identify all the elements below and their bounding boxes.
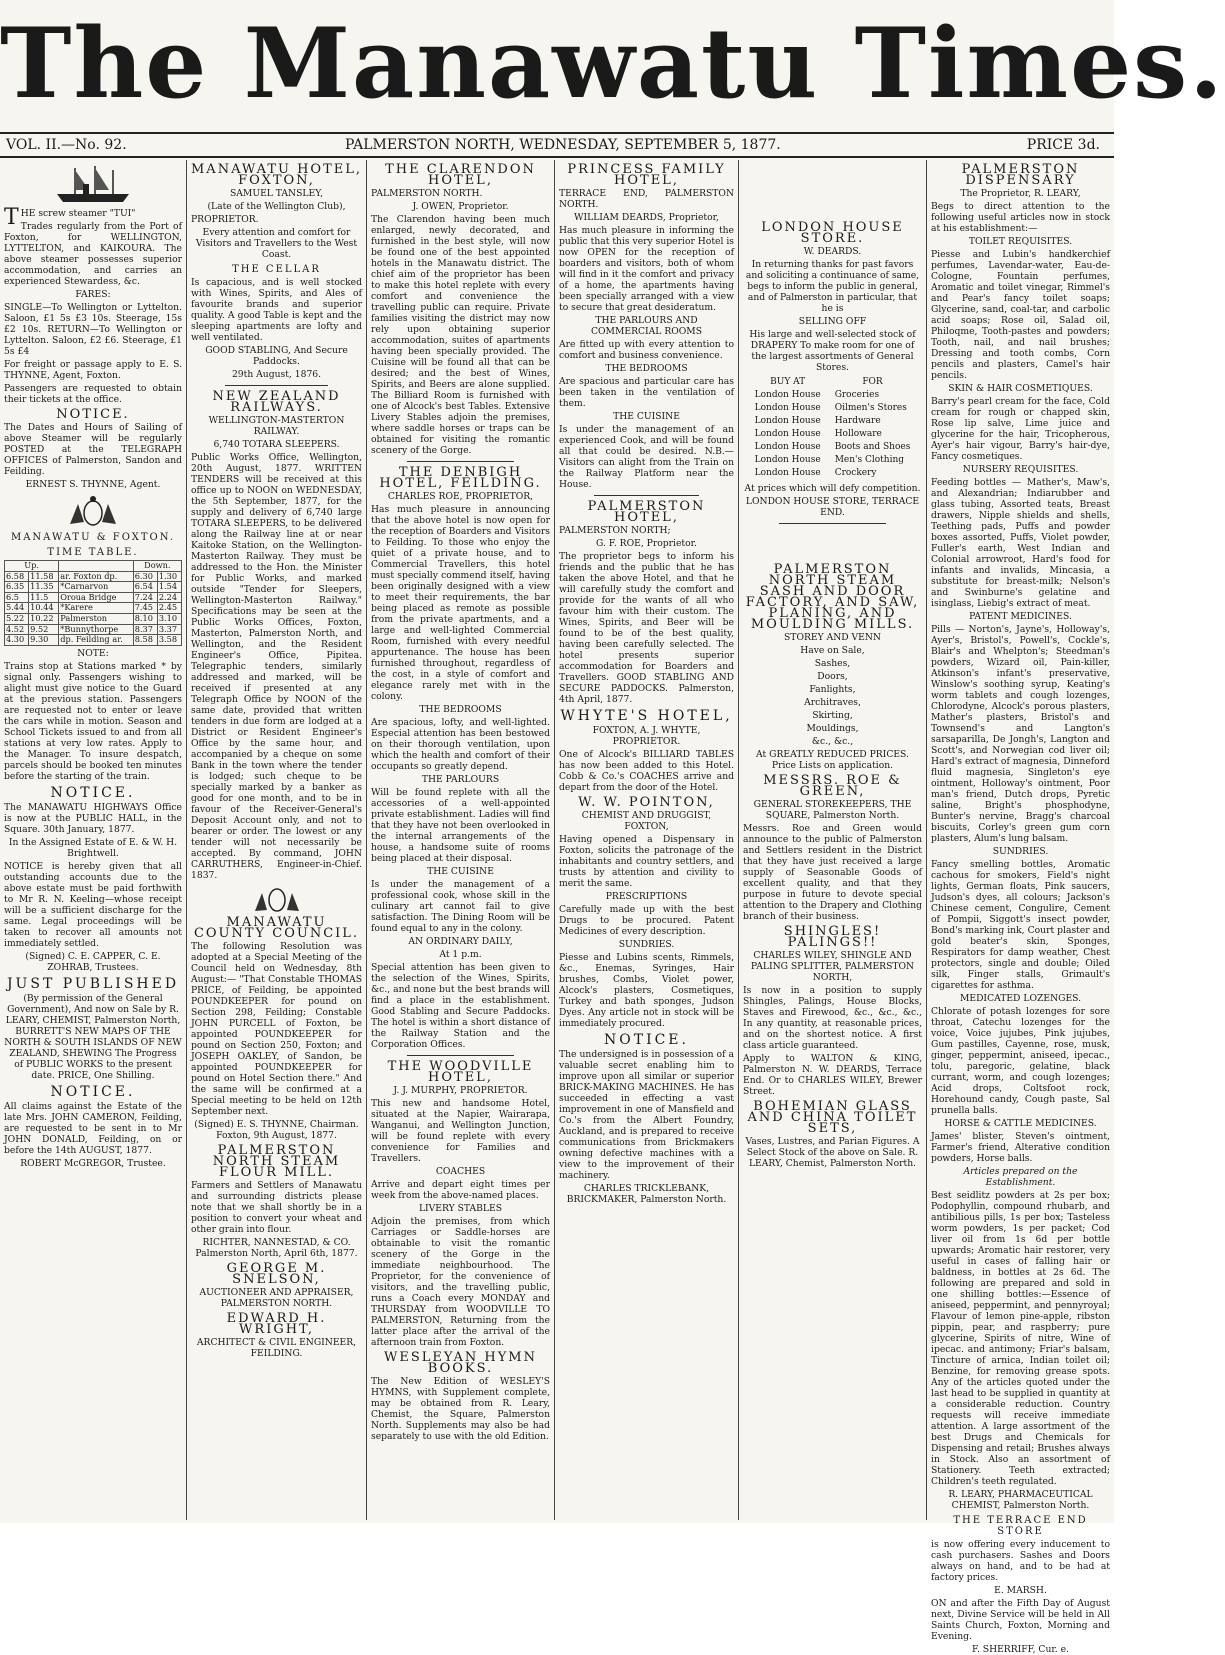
woodville-owner: J. J. MURPHY, PROPRIETOR. <box>393 1085 528 1096</box>
princess-hotel-body: Has much pleasure in informing the public that this very superior Hotel is now OPEN for the reception of boarders and visitors, both of whom will find in it the comfort and privacy of a home, the apartments having been specially arranged with a view to secure that great desideratum. <box>559 225 734 313</box>
cuisine-heading: THE CUISINE <box>613 411 680 422</box>
sash-item: Mouldings, <box>806 723 859 734</box>
palmerston-hotel-heading: PALMERSTON HOTEL, <box>587 499 706 525</box>
london-house-owner: W. DEARDS. <box>803 246 862 257</box>
table-row: 6.58 11.58 ar. Foxton dp. 6.30 1.30 <box>5 571 182 582</box>
timetable <box>4 560 182 646</box>
divider <box>407 461 514 462</box>
sash-factory-heading: PALMERSTON NORTH STEAM SASH AND DOOR FACTORY, AND SAW, PLANING, AND MOULDING MILLS. <box>745 562 920 632</box>
estate-body: NOTICE is hereby given that all outstanding accounts due to the above estate must be paid forthwith to Mr R. N. Keeling—whose receipt will be a sufficient discharge for the same. Legal proceedings will be taken to recover all amounts not immediately settled. <box>4 860 182 949</box>
prescriptions-heading: PRESCRIPTIONS <box>605 891 688 902</box>
column-2 <box>186 160 366 1520</box>
flour-mill-signature: RICHTER, NANNESTAD, & CO. Palmerston North, April 6th, 1877. <box>195 1237 358 1259</box>
table-row: 5.44 10.44 *Karere 7.45 2.45 <box>5 603 182 614</box>
toilet-requisites-body: Piesse and Lubin's handkerchief perfumes, Lavendar-water, Eau-de-Cologne, Fountain perfumes, Aromatic and toilet vinegar, Rimmel's and Pear's fancy toilet soaps; Glycerine, sand, coal-tar, and carbolic acid soaps; Rose oil, Salad oil, Philoqme, Tooth-pastes and powders; Tooth, nail, and nail brushes; Dressing and tooth combs, Corn pencils and plasters, Camel's hair pencils. <box>931 249 1110 381</box>
princess-hotel-heading: PRINCESS FAMILY HOTEL, <box>567 162 726 188</box>
list-item: London House Crockery <box>754 468 877 478</box>
estate-signature: (Signed) C. E. CAPPER, C. E. ZOHRAB, Trustees. <box>25 950 161 973</box>
denbigh-parlours-heading: THE PARLOURS <box>421 774 500 785</box>
price: PRICE 3d. <box>1026 137 1100 153</box>
palmerston-hotel-body: The proprietor begs to inform his friends and the public that he has taken the above Hotel, and that he will carefully study the comfort and provide for the wants of all who favour him with their custom. The Wines, Spirits, and Beer will be found to be of the best quality, having been carefully selected. The hotel presents superior accommodation for Boarders and Travellers. GOOD STABLING AND SECURE PADDOCKS. Palmerston, 4th April, 1877. <box>559 551 734 705</box>
tui-body: Trades regularly from the Port of Foxton, for WELLINGTON, LYTTELTON, and KAIKOURA. The above steamer possesses superior accommodation, and carries an experienced Stewardess, &c. <box>4 221 182 287</box>
notice-signature: ERNEST S. THYNNE, Agent. <box>25 479 161 490</box>
sundries-body: Fancy smelling bottles, Aromatic cachous for smokers, Field's night lights, German floats, Pink saucers, Judson's dyes, all colours; Jackson's Chinese cement, Congulire, Cement of Pompii, Siggott's insect powder, Bond's marking ink, Court plaster and gold beater's skin, Sponges, Respirators for damp weather, Chest protectors, single and double; Oiled silk, Finger stalls, Grimault's cigarettes for asthma. <box>931 859 1110 991</box>
column-1 <box>0 160 186 1520</box>
bohemian-glass-heading: BOHEMIAN GLASS AND CHINA TOILET SETS, <box>747 1099 918 1136</box>
denbigh-owner: CHARLES ROE, PROPRIETOR, <box>387 491 534 502</box>
stabling-text: GOOD STABLING, And Secure Paddocks. <box>205 345 348 367</box>
terrace-end-body: is now offering every inducement to cash purchasers. Sashes and Doors always on hand, and to be had at factory prices. <box>931 1539 1110 1583</box>
snelson-subheading: AUCTIONEER AND APPRAISER, PALMERSTON NORTH. <box>199 1287 354 1309</box>
table-row: 4.52 9.52 *Bunnythorpe 8.37 3.37 <box>5 624 182 635</box>
denbigh-body: Has much pleasure in announcing that the above hotel is now open for the reception of Boarders and Visitors to Feilding. To those who enjoy the quiet of a private house, and to Commercial Travellers, this hotel must specially commend itself, having been originally designed with a view to meet their requirements, the bar being placed as remote as possible from the private apartments, and a large and well-lighted Commercial Room, furnished with every needful appurtenance. The house has been furnished throughout, regardless of the cost, in a style of comfort and elegance rarely met with in the colony. <box>371 504 550 702</box>
livery-heading: LIVERY STABLES <box>418 1203 503 1214</box>
london-house-signature: LONDON HOUSE STORE, TERRACE END. <box>745 496 920 518</box>
clarendon-body: The Clarendon having been much enlarged, newly decorated, and furnished in the best style, will now be found one of the best appointed hotels in the Manawatu district. The chief aim of the proprietor has been to make this hotel replete with every comfort and convenience the travelling public can require. Private families visiting the district may now rely upon obtaining superior accommodation, suites of apartments having been specially provided. The Cuisine will be found all that can be desired; and the best of Wines, Spirits, and Beers are alone supplied. The Billiard Room is furnished with one of Alcock's best Tables. Extensive Livery Stables adjoin the premises, where saddle horses or traps can be obtained for visiting the romantic scenery of the Gorge. <box>371 214 550 456</box>
list-item: London House Hardware <box>754 416 881 426</box>
coaches-body: Arrive and depart eight times per week from the above-named places. <box>371 1179 550 1201</box>
divine-service-signature: F. SHERRIFF, Cur. e. <box>972 1644 1069 1655</box>
denbigh-heading: THE DENBIGH HOTEL, FEILDING. <box>379 465 542 491</box>
terrace-end-heading: THE TERRACE END STORE <box>953 1515 1088 1537</box>
shingles-apply: Apply to WALTON & KING, Palmerston N. W. DEARDS, Terrace End. Or to CHARLES WILEY, Brewer Street. <box>743 1053 922 1097</box>
pointon-body: Having opened a Dispensary in Foxton, solicits the patronage of the inhabitants and country settlers, and trusts by attention and civility to merit the same. <box>559 834 734 889</box>
whytes-hotel-heading: WHYTE'S HOTEL, <box>560 708 733 724</box>
denbigh-cuisine-body: Is under the management of a professional cook, whose skill in the culinary art cannot fail to give satisfaction. The Dining Room will be found equal to any in the colony. <box>371 879 550 934</box>
council-signature: (Signed) E. S. THYNNE, Chairman. Foxton, 9th August, 1877. <box>194 1119 359 1141</box>
timetable-up-header: Up. <box>5 561 59 572</box>
london-house-list: BUY AT FOR London House Groceries London House Oilmen's Stores London House Hardware London House Holloware London House Boots and Shoes London House Men's Clothing London House Crockery <box>747 375 919 481</box>
notice-2-body: The MANAWATU HIGHWAYS Office is now at the PUBLIC HALL, in the Square. 30th January, 1877. <box>4 801 182 835</box>
ordinary-body: Special attention has been given to the selection of the Wines, Spirits, &c., and none but the best brands will find a place in the establishment. Good Stabling and Secure Paddocks. The hotel is within a short distance of the Railway Station and the Corporation Offices. <box>371 962 550 1050</box>
wright-subheading: ARCHITECT & CIVIL ENGINEER, FEILDING. <box>196 1337 357 1359</box>
cosmetiques-heading: SKIN & HAIR COSMETIQUES. <box>948 383 1093 394</box>
column-6 <box>926 160 1114 1655</box>
newspaper-title: The Manawatu Times. <box>0 7 1225 120</box>
bohemian-glass-body: Vases, Lustres, and Parian Figures. A Select Stock of the above on Sale. R. LEARY, Chemist, Palmerston North. <box>745 1136 920 1169</box>
toilet-requisites-heading: TOILET REQUISITES. <box>968 236 1073 247</box>
issue-date: PALMERSTON NORTH, WEDNESDAY, SEPTEMBER 5, 1877. <box>345 137 781 153</box>
livery-body: Adjoin the premises, from which Carriages or Saddle-horses are obtainable to visit the romantic scenery of the Gorge in the immediate neighbourhood. The Proprietor, for the convenience of visitors, and the travelling public, runs a Coach every MONDAY and THURSDAY from WOODVILLE TO PALMERSTON, Returning from the latter place after the arrival of the afternoon train from Foxton. <box>371 1216 550 1348</box>
table-row: 6.35 11.35 *Carnarvon 6.54 1.54 <box>5 582 182 593</box>
passengers-text: Passengers are requested to obtain their tickets at the office. <box>4 383 182 405</box>
london-house-selling-off: SELLING OFF <box>798 316 867 327</box>
notice-body: The Dates and Hours of Sailing of above Steamer will be regularly POSTED at the TELEGRAPH OFFICES of Palmerston, Sandon and Feilding. <box>4 422 182 477</box>
sundries-body: Piesse and Lubins scents, Rimmels, &c., Enemas, Syringes, Hair brushes, Combs, Violet power, Alcock's plasters, Cosmetiques, Turkey and bath sponges, Judson Dyes. Any article not in stock will be immediately procured. <box>559 952 734 1029</box>
patent-medicines-heading: PATENT MEDICINES. <box>969 611 1072 622</box>
clarendon-place: PALMERSTON NORTH. <box>371 188 483 199</box>
column-4 <box>554 160 738 1520</box>
terrace-end-signature: E. MARSH. <box>994 1585 1047 1596</box>
flour-mill-heading: PALMERSTON NORTH STEAM FLOUR MILL. <box>212 1143 341 1180</box>
table-row: 4.30 9.30 dp. Feilding ar. 8.58 3.58 <box>5 635 182 646</box>
coaches-heading: COACHES <box>435 1166 486 1177</box>
sash-item: Architraves, <box>804 697 861 708</box>
steamship-icon <box>53 164 133 204</box>
volume-number: VOL. II.—No. 92. <box>6 137 127 153</box>
notice-3-body: All claims against the Estate of the late Mrs. JOHN CAMERON, Feilding, are requested to be sent in to Mr JOHN DONALD, Feilding, on or before the 14th AUGUST, 1877. <box>4 1100 182 1156</box>
timetable-note-heading: NOTE: <box>77 647 109 659</box>
sash-item: Doors, <box>817 671 848 682</box>
cuisine-body: Is under the management of an experienced Cook, and will be found all that could be desired. N.B.—Visitors can alight from the Train on the Railway Platform near the House. <box>559 424 734 490</box>
pointon-subheading: CHEMIST AND DRUGGIST, FOXTON, <box>581 810 712 832</box>
sash-factory-owner: STOREY AND VENN <box>784 632 881 643</box>
roe-green-body: Messrs. Roe and Green would announce to the public of Palmerston and Settlers resident in the District that they have just received a large supply of Seasonable Goods of excellent quality, and that they purpose in future to devote special attention to the Drapery and Clothing branch of their business. <box>743 823 922 922</box>
palmerston-hotel-owner: G. F. ROE, Proprietor. <box>596 538 697 549</box>
patent-medicines-body: Pills — Norton's, Jayne's, Holloway's, Ayer's, Bristol's, Powell's, Cockle's, Blair's and Whelpton's; Steedman's powders, Wizard oil, Pain-killer, Atkinson's infant's preservative, Winslow's soothing syrup, Keating's worm tablets and cough lozenges, Chlorodyne, Alcock's porous plasters, Mather's plasters, Bristol's and Townsend's and Langton's sarsaparilla, De Jongh's, Langton and Scott's, and Norwegian cod liver oil; Hard's extract of magnesia, Dinneford fluid magnesia, Singleton's eye ointment, Holloway's ointment, Poor man's friend, Dutch drops, Pyretic saline, Bright's phosphodyne, Bunter's nervine, Bragg's charcoal biscuits, Corley's green gum corn plasters, Alum's lung balsam. <box>931 624 1110 844</box>
manawatu-hotel-owner: SAMUEL TANSLEY, <box>229 188 323 199</box>
lozenges-heading: MEDICATED LOZENGES. <box>959 993 1082 1004</box>
princess-hotel-subheading: TERRACE END, PALMERSTON NORTH. <box>559 188 734 210</box>
brickmaker-notice-signature: CHARLES TRICKLEBANK, BRICKMAKER, Palmerston North. <box>566 1183 727 1205</box>
divider <box>594 495 699 496</box>
manawatu-hotel-body: Every attention and comfort for Visitors and Travellers to the West Coast. <box>195 227 358 260</box>
dispensary-body: Begs to direct attention to the following useful articles now in stock at his establishment:— <box>931 201 1110 234</box>
sundries-heading: SUNDRIES. <box>992 846 1049 857</box>
ordinary-time: At 1 p.m. <box>439 949 482 960</box>
table-row: 6.5 11.5 Oroua Bridge 7.24 2.24 <box>5 592 182 603</box>
shingles-owner: CHARLES WILEY, SHINGLE AND PALING SPLITTER, PALMERSTON NORTH, <box>750 950 915 983</box>
horse-medicines-body: James' blister, Steven's ointment, Farmer's friend, Alterative condition powders, Horse balls. <box>931 1131 1110 1164</box>
list-item: London House Boots and Shoes <box>754 442 911 452</box>
whytes-hotel-body: One of Alcock's BILLIARD TABLES has now been added to this Hotel. Cobb & Co.'s COACHES arrive and depart from the door of the Hotel. <box>559 749 734 793</box>
freight-text: For freight or passage apply to E. S. THYNNE, Agent, Foxton. <box>4 359 182 381</box>
cellar-heading: THE CELLAR <box>232 264 321 275</box>
coat-of-arms-icon <box>247 885 307 913</box>
denbigh-bedrooms-heading: THE BEDROOMS <box>419 704 502 715</box>
divider <box>779 523 886 524</box>
manawatu-hotel-late: (Late of the Wellington Club), <box>207 201 346 212</box>
council-body: The following Resolution was adopted at a Special Meeting of the Council held on Wednesday, 8th August:— "That Constable THOMAS PRICE, of Feilding, be appointed POUNDKEEPER for pound on Section 298, Feilding; Constable JOHN PURCELL of Foxton, be appointed POUNDKEEPER for pound on Section 250, Foxton; and JOSEPH OAKLEY, of Sandon, be appointed POUNDKEEPER for pound on Hotel Section there." And the same will be confirmed at a Special meeting to be held on 12th September next. <box>191 941 362 1117</box>
snelson-heading: GEORGE M. SNELSON, <box>226 1261 327 1287</box>
brickmaker-notice-heading: NOTICE. <box>604 1032 689 1048</box>
timetable-heading: MANAWATU & FOXTON. <box>10 532 176 543</box>
woodville-body: This new and handsome Hotel, situated at the Napier, Wairarapa, Wanganui, and Wellington Junction, will be found replete with every convenience for Families and Travellers. <box>371 1098 550 1164</box>
woodville-heading: THE WOODVILLE HOTEL, <box>387 1059 534 1085</box>
hotel-date: 29th August, 1876. <box>231 369 322 380</box>
tui-heading: THE screw steamer "TUI" <box>4 205 136 230</box>
royal-coat-of-arms-icon <box>58 494 128 528</box>
list-item: London House Holloware <box>754 429 882 439</box>
notice-3-heading: NOTICE. <box>50 1083 136 1100</box>
divider <box>225 385 328 386</box>
railways-subheading: WELLINGTON-MASTERTON RAILWAY. <box>208 415 345 437</box>
nursery-heading: NURSERY REQUISITES. <box>962 464 1079 475</box>
articles-heading: Articles prepared on the Establishment. <box>963 1166 1078 1188</box>
denbigh-bedrooms-body: Are spacious, lofty, and well-lighted. Especial attention has been bestowed on their thorough ventilation, upon which the health and comfort of their occupants so greatly depend. <box>371 717 550 772</box>
timetable-note: Trains stop at Stations marked * by signal only. Passengers wishing to alight must give notice to the Guard at the previous station. Passengers are requested not to enter or leave the cars while in motion. Season and School Tickets issued to and from all stations at very low rates. Apply to the Manager. To insure despatch, parcels should be booked ten minutes before the starting of the train. <box>4 660 182 782</box>
sash-item: Sashes, <box>814 658 851 669</box>
london-house-prices: At prices which will defy competition. <box>744 483 921 494</box>
sash-item: Fanlights, <box>809 684 856 695</box>
london-house-body-2: His large and well-selected stock of DRAPERY To make room for one of the largest assortments of General Stores. <box>749 329 916 373</box>
manawatu-hotel-role: PROPRIETOR. <box>191 214 259 225</box>
pointon-heading: W. W. POINTON, <box>578 795 715 810</box>
sash-item: Have on Sale, <box>800 645 865 656</box>
notice-2-heading: NOTICE. <box>50 784 136 801</box>
bedrooms-heading: THE BEDROOMS <box>605 363 688 374</box>
manawatu-hotel-heading: MANAWATU HOTEL, FOXTON, <box>191 162 363 188</box>
fares-heading: FARES: <box>75 289 111 300</box>
princess-hotel-owner: WILLIAM DEARDS, Proprietor, <box>574 212 719 223</box>
nursery-body: Feeding bottles — Mather's, Maw's, and Alexandrian; Indiarubber and glass tubing, Assorted teats, Breast drawers, Nipple shields and shells, Teething pads, Puffs and powder boxes assorted, Puffs, Violet powder, Fuller's earth, West Indian and Colonial arrowroot, Hard's food for infants and invalids, Mincasia, a substitute for breast-milk; Nelson's and Swinburne's gelatine and isinglass, Liebig's extract of meat. <box>931 477 1110 609</box>
lozenges-body: Chlorate of potash lozenges for sore throat, Catechu lozenges for the voice, Voice jujubes, Pink jujubes, Gum pastilles, Cayenne, rose, musk, ginger, peppermint, aniseed, ipecac., tolu, paregoric, gelatine, black currant, worm, and cough lozenges; Acid drops, Coltsfoot rock, Horehound candy, Cough paste, Sal prunella balls. <box>931 1006 1110 1116</box>
shingles-heading: SHINGLES! PALINGS!! <box>783 924 882 950</box>
fares-body: SINGLE—To Wellington or Lyttelton. Saloon, £1 5s £3 10s. Steerage, 15s £2 10s. RETURN—To Wellington or Lyttelton. Saloon, £2 £6. Steerage, £1 5s £4 <box>4 302 182 357</box>
sundries-heading: SUNDRIES. <box>618 939 675 950</box>
railways-subheading-2: 6,740 TOTARA SLEEPERS. <box>213 439 340 450</box>
bedrooms-body: Are spacious and particular care has been taken in the ventilation of them. <box>559 376 734 409</box>
just-published-heading: JUST PUBLISHED <box>6 975 180 992</box>
timetable-subheading: TIME TABLE. <box>47 547 139 558</box>
notice-heading: NOTICE. <box>56 407 130 422</box>
parlours-body: Are fitted up with every attention to comfort and business convenience. <box>559 339 734 361</box>
column-5 <box>738 160 926 1520</box>
clarendon-owner: J. OWEN, Proprietor. <box>412 201 509 212</box>
whytes-hotel-subheading: FOXTON, A. J. WHYTE, PROPRIETOR. <box>592 725 701 747</box>
masthead <box>0 0 1225 130</box>
denbigh-parlours-body: Will be found replete with all the accessories of a well-appointed private establishment. Ladies will find that they have not been overlooked in the internal arrangements of the house, a handsome suite of rooms being placed at their disposal. <box>371 787 550 864</box>
articles-body: Best seidlitz powders at 2s per box; Podophyllin, compound rhubarb, and antibilious pills, 1s per box; Tasteless worm powders, 1s per packet; Cod liver oil from 1s 6d per bottle upwards; Aromatic hair restorer, very useful in cases of falling hair or baldness, in bottles at 2s 6d. The following are prepared and sold in one shilling bottles:—Essence of aniseed, peppermint, and pennyroyal; Flavour of lemon pine-apple, ribston pippin, pear, and raspberry; pure glycerine, Spirits of nitre, Wine of ipecac. and antimony; Friar's balsam, Tincture of arnica, Indian toilet oil; Benzine, for removing grease spots. Any of the articles quoted under the last head to be supplied in quantity at a considerable reduction. Country requests will receive immediate attention. A large assortment of the best Drugs and Chemicals for Dispensing and retail; Brushes always in Stock. Also an assortment of Stationery. Teeth extracted; Children's teeth regulated. <box>931 1190 1110 1487</box>
parlours-heading: THE PARLOURS AND COMMERCIAL ROOMS <box>591 315 702 337</box>
table-row: 5.22 10.22 Palmerston 8.10 3.10 <box>5 613 182 624</box>
cellar-body: Is capacious, and is well stocked with Wines, Spirits, and Ales of favourite brands and superior quality. A good Table is kept and the sleeping apartments are lofty and well ventilated. <box>191 277 362 343</box>
roe-green-subheading: GENERAL STOREKEEPERS, THE SQUARE, Palmerston North. <box>753 799 912 821</box>
divine-service-body: ON and after the Fifth Day of August next, Divine Service will be held in All Saints Church, Foxton, Morning and Evening. <box>931 1598 1110 1642</box>
sash-item: Skirting, <box>812 710 853 721</box>
hymn-books-heading: WESLEYAN HYMN BOOKS. <box>384 1350 537 1376</box>
cosmetiques-body: Barry's pearl cream for the face, Cold cream for rough or chapped skin, Rose lip salve, Lime juice and glycerine for the hair, Tricopherous, Ayer's hair vigour, Barry's hair-dye, Fancy cosmetiques. <box>931 396 1110 462</box>
flour-mill-body: Farmers and Settlers of Manawatu and surrounding districts please note that we shall shortly be in a position to convert your wheat and other grain into flour. <box>191 1180 362 1235</box>
estate-heading: In the Assigned Estate of E. & W. H. Brightwell. <box>8 836 178 859</box>
london-house-body: In returning thanks for past favors and soliciting a continuance of same, begs to inform the public in general, and of Palmerston in particular, that he is <box>745 259 920 314</box>
brickmaker-notice-body: The undersigned is in possession of a valuable secret enabling him to improve upon all similar or superior BRICK-MAKING MACHINES. He has succeeded in effecting a vast improvement in one of Mansfield and Co.'s from the Albert Foundry, Auckland, and is prepared to receive communications from Brickmakers owning defective machines with a view to the improvement of their machinery. <box>559 1049 734 1181</box>
wright-heading: EDWARD H. WRIGHT, <box>226 1311 327 1337</box>
column-3 <box>366 160 554 1520</box>
dispensary-owner: The Proprietor, R. LEARY, <box>960 188 1081 199</box>
shingles-body: Is now in a position to supply Shingles, Palings, House Blocks, Staves and Firewood, &c., &c., &c., In any quantity, at reasonable prices, and on the shortest notice. A first class article guaranteed. <box>743 985 922 1051</box>
council-heading: MANAWATU COUNTY COUNCIL. <box>193 915 360 941</box>
palmerston-hotel-place: PALMERSTON NORTH; <box>559 525 671 536</box>
sash-prices: At GREATLY REDUCED PRICES. Price Lists on application. <box>756 749 909 771</box>
list-item: London House Men's Clothing <box>754 455 905 465</box>
list-item: London House Groceries <box>754 390 880 400</box>
ordinary-heading: AN ORDINARY DAILY, <box>408 936 513 947</box>
list-item: London House Oilmen's Stores <box>754 403 907 413</box>
hymn-books-body: The New Edition of WESLEY'S HYMNS, with Supplement complete, may be obtained from R. Leary, Chemist, the Square, Palmerston North. Supplements may also be had separately to use with the old Edition. <box>371 1376 550 1442</box>
sash-item: &c., &c., <box>811 736 854 747</box>
roe-green-heading: MESSRS. ROE & GREEN, <box>763 773 902 799</box>
timetable-down-header: Down. <box>133 561 181 572</box>
clarendon-heading: THE CLARENDON HOTEL, <box>385 162 536 188</box>
railways-heading: NEW ZEALAND RAILWAYS. <box>212 389 341 415</box>
notice-3-signature: ROBERT McGREGOR, Trustee. <box>20 1157 166 1169</box>
dispensary-heading: PALMERSTON DISPENSARY <box>961 162 1080 188</box>
london-house-heading: LONDON HOUSE STORE. <box>761 220 904 246</box>
denbigh-cuisine-heading: THE CUISINE <box>427 866 494 877</box>
horse-medicines-heading: HORSE & CATTLE MEDICINES. <box>944 1118 1097 1129</box>
divider <box>407 1055 514 1056</box>
just-published-body: (By permission of the General Government), And now on Sale by R. LEARY, CHEMIST, Palmerston North, BURRETT'S NEW MAPS OF THE NORTH & SOUTH ISLANDS OF NEW ZEALAND, SHEWING The Progress of PUBLIC WORKS to the present date. PRICE, One Shilling. <box>4 992 182 1081</box>
articles-signature: R. LEARY, PHARMACEUTICAL CHEMIST, Palmerston North. <box>948 1489 1093 1511</box>
railways-body: Public Works Office, Wellington, 20th August, 1877. WRITTEN TENDERS will be received at this office up to NOON on WEDNESDAY, the 5th September, 1877, for the supply and delivery of 6,740 large TOTARA SLEEPERS, to be delivered along the Railway line at or near Kaitoke Station, on the Wellington-Masterton Railway. They must be addressed to the Hon. the Minister for Public Works, and marked outside "Tender for Sleepers, Wellington-Masterton Railway." Specifications may be seen at the Public Works Offices, Foxton, Masterton, Palmerston North, and Wellington, and the Resident Engineer's Office, Pipitea. Telegraphic tenders, similarly addressed and marked, will be received if presented at any Telegraph Office by NOON of the same date, provided that written tenders in due form are lodged at a District or Resident Engineer's Office by the same hour, and accompanied by a cheque on some Bank in the town where the tender is lodged; such cheque to be specially marked by a banker as good for one month, and to be in favour of the Receiver-General's Deposit Account only, and not to bearer or order. The lowest or any tender will not necessarily be accepted. By command, JOHN CARRUTHERS, Engineer-in-Chief. 1837. <box>191 452 362 881</box>
dateline <box>0 132 1114 158</box>
prescriptions-body: Carefully made up with the best Drugs to be procured. Patent Medicines of every description. <box>559 904 734 937</box>
